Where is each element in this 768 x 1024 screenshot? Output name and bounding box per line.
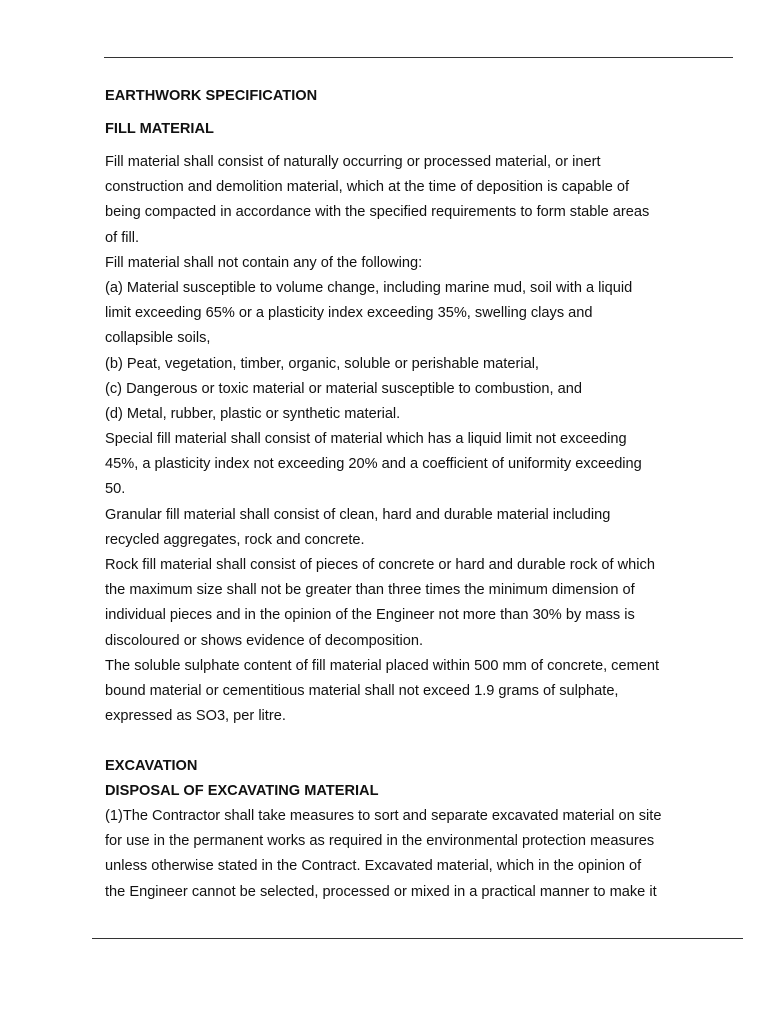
text-line: expressed as SO3, per litre.: [105, 708, 286, 725]
section-title-earthwork: EARTHWORK SPECIFICATION: [105, 88, 318, 104]
text-line: (a) Material susceptible to volume change, including marine mud, soil with a liquid: [105, 279, 633, 296]
text-line: (c) Dangerous or toxic material or material susceptible to combustion, and: [105, 380, 582, 397]
text-line: unless otherwise stated in the Contract. Excavated material, which in the opinion of: [105, 858, 642, 875]
text-line: (1)The Contractor shall take measures to sort and separate excavated material on site: [105, 808, 662, 825]
section-subtitle-disposal: DISPOSAL OF EXCAVATING MATERIAL: [105, 783, 379, 800]
text-line: construction and demolition material, which at the time of deposition is capable of: [105, 179, 630, 196]
fill-material-paragraphs: [105, 150, 715, 729]
text-line: Rock fill material shall consist of pieces of concrete or hard and durable rock of which: [105, 557, 655, 573]
section-title-excavation: EXCAVATION: [105, 758, 198, 775]
text-line: Fill material shall not contain any of the following:: [105, 254, 423, 271]
text-line: individual pieces and in the opinion of the Engineer not more than 30% by mass is: [105, 607, 635, 624]
text-line: recycled aggregates, rock and concrete.: [105, 531, 365, 548]
excavation-paragraphs: [105, 804, 715, 905]
text-line: Granular fill material shall consist of clean, hard and durable material including: [105, 506, 611, 523]
text-line: Special fill material shall consist of material which has a liquid limit not exceeding: [105, 431, 627, 448]
text-line: limit exceeding 65% or a plasticity index exceeding 35%, swelling clays and: [105, 305, 593, 322]
header-rule: [104, 57, 733, 58]
text-line: 50.: [105, 481, 126, 498]
text-line: 45%, a plasticity index not exceeding 20% and a coefficient of uniformity exceeding: [105, 456, 642, 473]
footer-rule: [92, 938, 743, 939]
text-line: the maximum size shall not be greater than three times the minimum dimension of: [105, 582, 635, 599]
text-line: bound material or cementitious material shall not exceed 1.9 grams of sulphate,: [105, 682, 619, 699]
text-line: discoloured or shows evidence of decomposition.: [105, 632, 423, 649]
section-subtitle-fill-material: FILL MATERIAL: [105, 121, 214, 137]
document-body: [105, 84, 715, 905]
text-line: (d) Metal, rubber, plastic or synthetic material.: [105, 405, 401, 422]
text-line: for use in the permanent works as required in the environmental protection measures: [105, 833, 655, 850]
text-line: the Engineer cannot be selected, processed or mixed in a practical manner to make it: [105, 883, 657, 900]
text-line: of fill.: [105, 229, 140, 246]
text-line: collapsible soils,: [105, 330, 211, 347]
text-line: being compacted in accordance with the specified requirements to form stable areas: [105, 204, 650, 221]
text-line: The soluble sulphate content of fill material placed within 500 mm of concrete, cement: [105, 657, 660, 674]
text-line: Fill material shall consist of naturally occurring or processed material, or inert: [105, 154, 601, 170]
text-line: (b) Peat, vegetation, timber, organic, soluble or perishable material,: [105, 355, 539, 372]
